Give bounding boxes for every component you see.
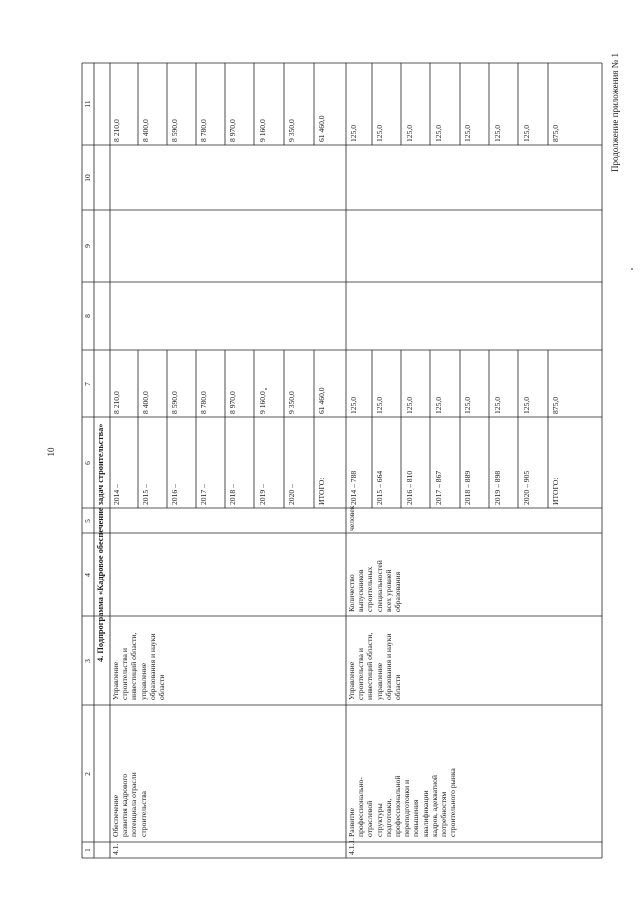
row2-year-3: 2017 – 867	[434, 470, 443, 505]
row1-executor-line: строительства и	[120, 648, 130, 700]
row1-year-0: 2014 –	[112, 484, 121, 505]
row1-col7-value-5: 9 160,0	[258, 391, 267, 414]
row2-name-line: квалификации	[420, 790, 430, 837]
row1-col7-value-1: 8 400,0	[141, 391, 150, 414]
row1-year-6: 2020 –	[287, 484, 296, 505]
continuation-label: Продолжение приложения № 1	[610, 52, 620, 172]
row2-executor-line: строительства и	[356, 648, 366, 700]
column-number-2: 2	[83, 771, 92, 776]
column-number-7: 7	[83, 381, 92, 386]
row1-name-line: строительства	[138, 791, 148, 837]
row1-name-line: потенциала отрасли	[129, 772, 139, 837]
column-number-11: 11	[83, 100, 92, 108]
row1-executor-line: образования и науки	[147, 633, 157, 700]
row2-col11-value-0: 125,0	[349, 124, 358, 142]
row2-col7-value-0: 125,0	[349, 396, 358, 414]
row2-executor-line: области	[393, 674, 403, 700]
row2-name-line: потребностям	[439, 791, 449, 837]
row2-number: 4.1.1.	[347, 837, 356, 855]
row1-year-7: ИТОГО:	[317, 477, 326, 505]
row2-indicator-line: образования	[393, 571, 403, 612]
row2-name-line: повышения	[411, 799, 421, 837]
row1-col7-value-7: 61 460,0	[317, 387, 326, 414]
row2-name-line: подготовки,	[383, 798, 393, 837]
row1-year-5: 2019 –	[258, 484, 267, 505]
row2-col7-value-4: 125,0	[463, 396, 472, 414]
page-number: 10	[46, 447, 56, 457]
row2-col7-value-3: 125,0	[434, 396, 443, 414]
row1-col7-value-3: 8 780,0	[199, 391, 208, 414]
row1-executor	[111, 633, 166, 700]
row2-year-5: 2019 – 898	[493, 470, 502, 505]
row2-indicator-line: специальностей	[374, 560, 384, 612]
column-number-4: 4	[83, 572, 92, 577]
row1-col11-value-6: 9 350,0	[287, 119, 296, 142]
row1-name	[111, 772, 148, 837]
row1-executor-line: управление	[138, 662, 148, 700]
subprogram-title: 4. Подпрограмма «Кадровое обеспечение задач строительства»	[96, 423, 105, 662]
row2-name-line: строительного рынка	[448, 768, 458, 837]
row2-name-line: переподготовки и	[402, 779, 412, 837]
row1-col11-value-3: 8 780,0	[199, 119, 208, 142]
row1-year-4: 2018 –	[228, 484, 237, 505]
row1-col7-value-2: 8 590,0	[170, 391, 179, 414]
row2-col11-value-4: 125,0	[463, 124, 472, 142]
row1-year-1: 2015 –	[141, 484, 150, 505]
row2-year-1: 2015 – 664	[375, 470, 384, 505]
row2-indicator-line: Количество	[347, 574, 356, 612]
row1-col7-value-0: 8 210,0	[112, 391, 121, 414]
row2-executor-line: Управление	[347, 661, 356, 700]
column-number-6: 6	[83, 460, 92, 465]
column-number-9: 9	[83, 244, 92, 248]
row2-year-6: 2020 – 905	[522, 470, 531, 505]
column-number-10: 10	[83, 173, 92, 182]
row2-col7-value-5: 125,0	[493, 396, 502, 414]
row1-col11-value-2: 8 590,0	[170, 119, 179, 142]
scan-speck	[631, 268, 633, 270]
row2-col11-value-5: 125,0	[493, 124, 502, 142]
row2-executor-line: управление	[374, 662, 384, 700]
row2-year-0: 2014 – 788	[349, 470, 358, 505]
row2-name-line: структуры	[374, 803, 384, 837]
row2-col11-value-7: 875,0	[551, 124, 560, 142]
row2-col7-value-1: 125,0	[375, 396, 384, 414]
row2-name-line: кадров, адекватной	[429, 775, 439, 837]
row2-col7-value-7: 875,0	[551, 396, 560, 414]
row2-year-4: 2018 – 889	[463, 470, 472, 505]
row2-executor-line: образования и науки	[383, 633, 393, 700]
column-number-3: 3	[83, 658, 92, 663]
row1-year-3: 2017 –	[199, 484, 208, 505]
row2-unit: человек	[347, 505, 356, 531]
row2-col7-value-2: 125,0	[405, 396, 414, 414]
row2-name-line: профессиональной	[393, 775, 403, 837]
row1-name-line: Обеспечение	[111, 794, 120, 837]
row2-indicator-line: всех уровней	[383, 569, 393, 612]
row1-col11-value-0: 8 210,0	[112, 119, 121, 142]
row2-col11-value-2: 125,0	[405, 124, 414, 142]
row2-name-line: Развитие	[347, 808, 356, 837]
row1-executor-line: Управление	[111, 661, 120, 700]
row1-col7-value-4: 8 970,0	[228, 391, 237, 414]
column-number-8: 8	[83, 314, 92, 318]
row2-executor	[347, 633, 402, 700]
column-number-5: 5	[83, 518, 92, 523]
row2-col11-value-3: 125,0	[434, 124, 443, 142]
row2-name-line: отраслевой	[365, 800, 375, 837]
row1-col11-value-7: 61 460,0	[317, 115, 326, 142]
row2-indicator-line: выпускников	[356, 569, 366, 612]
row2-col7-value-6: 125,0	[522, 396, 531, 414]
row1-executor-line: области	[157, 674, 167, 700]
row1-executor-line: инвестиций области,	[129, 632, 139, 700]
row1-name-line: развития кадрового	[120, 773, 130, 837]
row1-number: 4.1.	[111, 843, 120, 855]
row1-col11-value-4: 8 970,0	[228, 119, 237, 142]
row2-indicator	[347, 560, 402, 612]
row2-col11-value-1: 125,0	[375, 124, 384, 142]
row1-year-2: 2016 –	[170, 484, 179, 505]
row2-name	[347, 768, 457, 837]
row2-name-line: профессионально-	[356, 777, 366, 837]
scan-speck	[265, 388, 267, 390]
row2-indicator-line: строительных	[365, 566, 375, 612]
row2-executor-line: инвестиций области,	[365, 632, 375, 700]
column-number-1: 1	[83, 848, 92, 852]
row2-col11-value-6: 125,0	[522, 124, 531, 142]
row1-col7-value-6: 9 350,0	[287, 391, 296, 414]
row2-year-7: ИТОГО:	[551, 477, 560, 505]
row2-year-2: 2016 – 810	[405, 470, 414, 505]
row1-col11-value-1: 8 400,0	[141, 119, 150, 142]
row1-col11-value-5: 9 160,0	[258, 119, 267, 142]
